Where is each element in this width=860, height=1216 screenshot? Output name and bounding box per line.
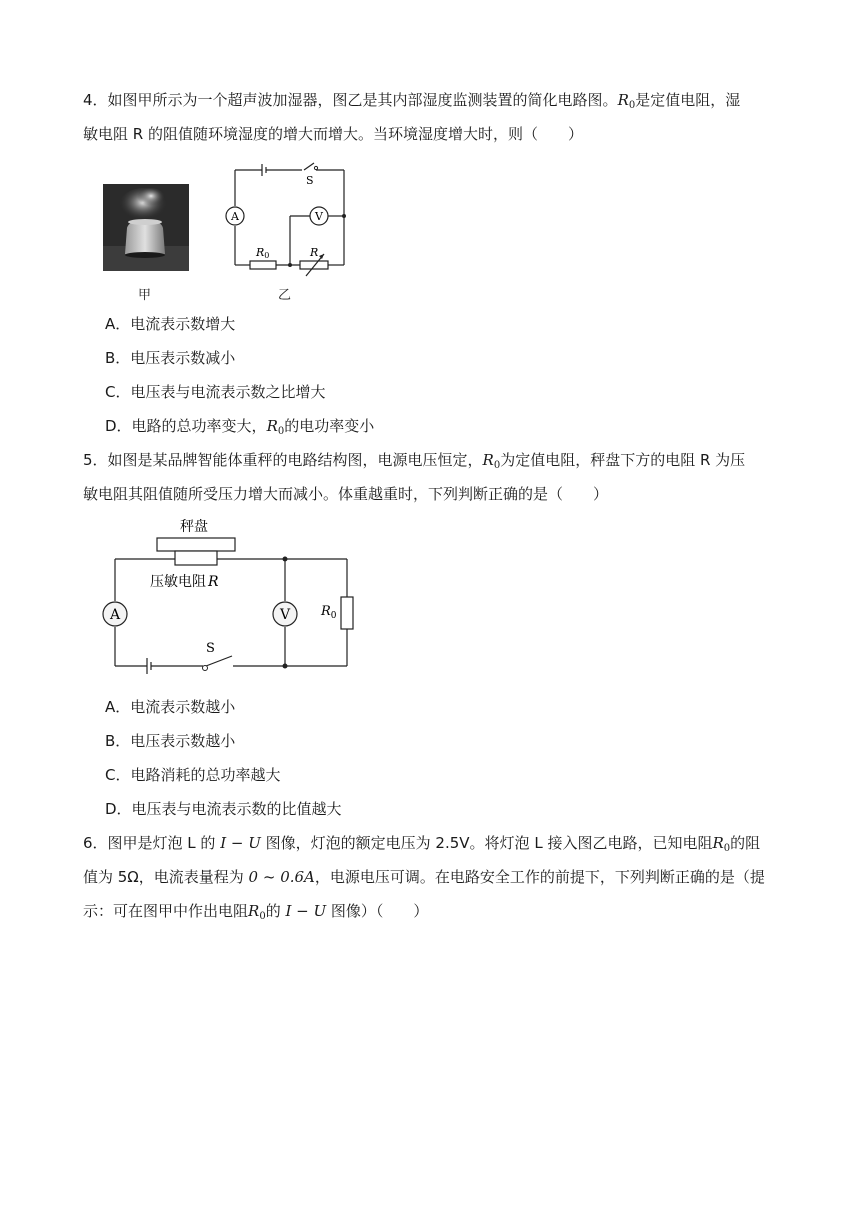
q4-circuit-diagram [222, 160, 352, 284]
q5-stem-line2: 敏电阻其阻值随所受压力增大而减小。体重越重时，下列判断正确的是（ ） [83, 485, 609, 503]
r0-symbol: $R_0$ [712, 834, 731, 854]
q4-option-b[interactable]: B．电压表示数减小 [105, 349, 236, 367]
voltmeter-label: V [279, 607, 291, 623]
figure-caption-b: 乙 [278, 288, 292, 303]
switch-label: S [306, 174, 314, 187]
r-label: R [310, 246, 319, 259]
ammeter-label: A [231, 210, 239, 223]
q4-stem-line2: 敏电阻 R 的阻值随环境湿度的增大而增大。当环境湿度增大时，则（ ） [83, 125, 583, 143]
pressure-sensor [175, 551, 217, 565]
figure-caption-a: 甲 [138, 288, 152, 303]
r0-symbol: $R_0$ [266, 417, 285, 437]
q5-option-d[interactable]: D．电压表与电流表示数的比值越大 [105, 800, 342, 818]
q6-stem-line2: 值为 5Ω，电流表量程为 0 ~ 0.6A，电源电压可调。在电路安全工作的前提下，下列判断正确的是（提 [83, 868, 765, 886]
sensor-label: 压敏电阻 R [150, 574, 219, 590]
q4-option-d[interactable]: D．电路的总功率变大，$R_0$的电功率变小 [105, 417, 375, 437]
humidifier-photo [103, 184, 189, 271]
q5-option-a[interactable]: A．电流表示数越小 [105, 698, 236, 716]
q6-stem-line3: 示：可在图甲中作出电阻$R_0$的 I − U 图像）（ ） [83, 902, 429, 922]
q6-stem-line1: 6．图甲是灯泡 L 的 I − U 图像，灯泡的额定电压为 2.5V。将灯泡 L 接入图乙电路，已知电阻$R_0$的阻 [83, 834, 761, 854]
q4-option-c[interactable]: C．电压表与电流表示数之比增大 [105, 383, 326, 401]
r0-symbol: $R_0$ [248, 902, 266, 922]
scale-pan [157, 538, 235, 551]
ammeter-label: A [109, 607, 121, 623]
switch-label: S [206, 641, 215, 656]
r0-symbol: $R_0$ [617, 91, 636, 111]
r0-label: $R_0$ [321, 604, 337, 621]
q5-option-c[interactable]: C．电路消耗的总功率越大 [105, 766, 281, 784]
q5-stem-line1: 5．如图是某品牌智能体重秤的电路结构图，电源电压恒定，$R_0$为定值电阻，秤盘下方的电阻 R 为压 [83, 451, 746, 471]
q4-stem-line1: 4．如图甲所示为一个超声波加湿器，图乙是其内部湿度监测装置的简化电路图。$R_0$是定值电阻，湿 [83, 91, 741, 111]
r0-label: R0 [256, 246, 270, 260]
pan-label: 秤盘 [180, 519, 208, 535]
q4-option-a[interactable]: A．电流表示数增大 [105, 315, 236, 333]
q5-option-b[interactable]: B．电压表示数越小 [105, 732, 236, 750]
r0-symbol: $R_0$ [482, 451, 501, 471]
voltmeter-label: V [315, 210, 323, 223]
q5-circuit-diagram [100, 515, 360, 679]
